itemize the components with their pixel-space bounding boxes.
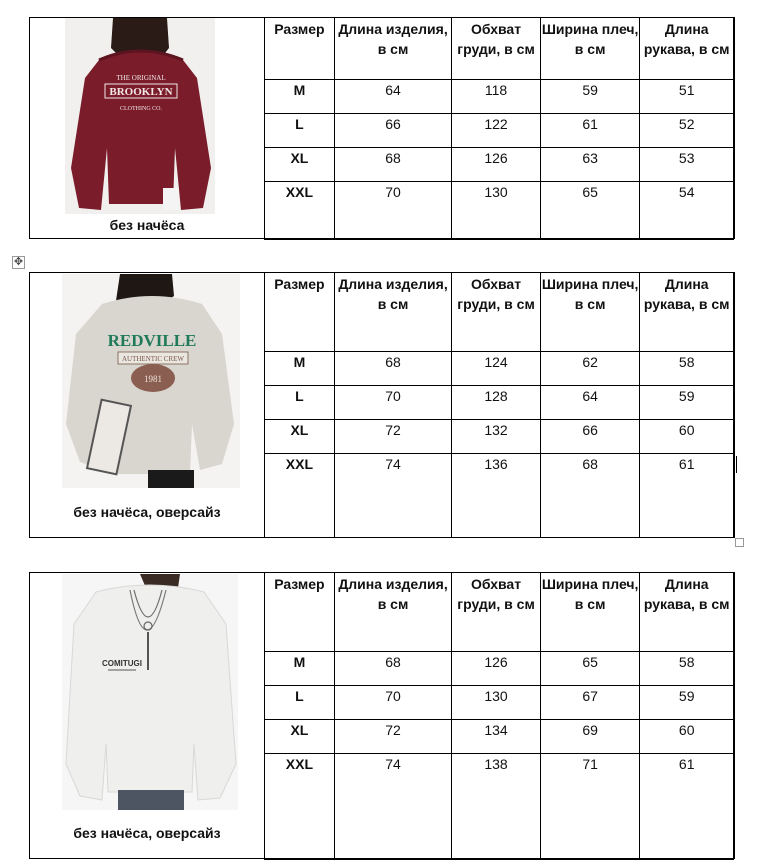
size-table-3 [264, 572, 734, 860]
length-cell: 66 [334, 114, 451, 148]
print-line-3: CLOTHING CO. [120, 106, 162, 112]
size-cell: M [265, 352, 335, 386]
chest-cell: 126 [452, 652, 541, 686]
header-sleeve: Длина рукава, в см [640, 18, 734, 80]
sleeve-cell: 60 [640, 420, 734, 454]
product-caption-1: без начёса [109, 217, 185, 233]
table-row [265, 720, 734, 754]
table-row [265, 182, 734, 240]
header-shoulders: Ширина плеч, в см [540, 573, 640, 652]
shoulders-cell: 59 [540, 80, 640, 114]
length-cell: 68 [334, 148, 451, 182]
size-cell: L [265, 386, 335, 420]
shoulders-cell: 64 [540, 386, 640, 420]
size-cell: M [265, 80, 335, 114]
chest-cell: 130 [452, 182, 541, 240]
shoulders-cell: 65 [540, 182, 640, 240]
length-cell: 74 [334, 754, 451, 860]
size-cell: XL [265, 720, 335, 754]
header-length: Длина изделия, в см [334, 273, 451, 352]
header-chest: Обхват груди, в см [452, 573, 541, 652]
sleeve-cell: 60 [640, 720, 734, 754]
table-row [265, 454, 734, 538]
product-caption-3: без начёса, оверсайз [73, 825, 221, 841]
chest-cell: 132 [452, 420, 541, 454]
product-photo-white-oversize-sweatshirt [62, 574, 238, 810]
sleeve-cell: 53 [640, 148, 734, 182]
table-row [265, 386, 734, 420]
header-shoulders: Ширина плеч, в см [540, 18, 640, 80]
size-cell: L [265, 686, 335, 720]
shoulders-cell: 66 [540, 420, 640, 454]
chest-cell: 136 [452, 454, 541, 538]
table-row [265, 114, 734, 148]
shoulders-cell: 62 [540, 352, 640, 386]
print-line-1: THE ORIGINAL [116, 74, 166, 82]
table-row [265, 652, 734, 686]
header-shoulders: Ширина плеч, в см [540, 273, 640, 352]
header-chest: Обхват груди, в см [452, 18, 541, 80]
table-row [265, 148, 734, 182]
table-row [265, 80, 734, 114]
chest-cell: 126 [452, 148, 541, 182]
header-size: Размер [265, 273, 335, 352]
length-cell: 72 [334, 720, 451, 754]
print-line-3: 1981 [144, 374, 162, 384]
size-cell: XXL [265, 454, 335, 538]
size-cell: L [265, 114, 335, 148]
shoulders-cell: 61 [540, 114, 640, 148]
header-sleeve: Длина рукава, в см [640, 273, 734, 352]
sleeve-cell: 58 [640, 352, 734, 386]
sleeve-cell: 59 [640, 386, 734, 420]
header-length: Длина изделия, в см [334, 18, 451, 80]
size-cell: XXL [265, 754, 335, 860]
length-cell: 64 [334, 80, 451, 114]
size-cell: XL [265, 420, 335, 454]
shoulders-cell: 69 [540, 720, 640, 754]
shoulders-cell: 63 [540, 148, 640, 182]
product-photo-burgundy-sweatshirt [65, 18, 215, 214]
product-block-2 [29, 272, 735, 538]
resize-handle-icon[interactable] [735, 538, 744, 547]
sleeve-cell: 59 [640, 686, 734, 720]
chest-cell: 138 [452, 754, 541, 860]
chest-cell: 122 [452, 114, 541, 148]
product-block-3 [29, 572, 735, 859]
chest-cell: 124 [452, 352, 541, 386]
table-row [265, 754, 734, 860]
size-cell: M [265, 652, 335, 686]
sleeve-cell: 54 [640, 182, 734, 240]
sleeve-cell: 58 [640, 652, 734, 686]
text-cursor [736, 456, 737, 473]
length-cell: 70 [334, 686, 451, 720]
length-cell: 70 [334, 182, 451, 240]
length-cell: 68 [334, 652, 451, 686]
print-line-1: REDVILLE [107, 331, 197, 350]
product-caption-2: без начёса, оверсайз [73, 504, 221, 520]
shoulders-cell: 65 [540, 652, 640, 686]
shoulders-cell: 71 [540, 754, 640, 860]
sleeve-cell: 61 [640, 754, 734, 860]
move-arrows-icon[interactable]: ✥ [13, 256, 24, 268]
header-size: Размер [265, 573, 335, 652]
sleeve-cell: 52 [640, 114, 734, 148]
header-size: Размер [265, 18, 335, 80]
shoulders-cell: 67 [540, 686, 640, 720]
header-chest: Обхват груди, в см [452, 273, 541, 352]
length-cell: 70 [334, 386, 451, 420]
print-line-2: BROOKLYN [109, 86, 173, 98]
size-cell: XL [265, 148, 335, 182]
chest-cell: 118 [452, 80, 541, 114]
table-row [265, 686, 734, 720]
size-cell: XXL [265, 182, 335, 240]
size-table-1 [264, 17, 734, 240]
chest-cell: 134 [452, 720, 541, 754]
size-table-2 [264, 272, 734, 538]
table-row [265, 420, 734, 454]
chest-cell: 128 [452, 386, 541, 420]
product-photo-grey-oversize-sweatshirt [62, 274, 240, 488]
header-length: Длина изделия, в см [334, 573, 451, 652]
length-cell: 74 [334, 454, 451, 538]
shoulders-cell: 68 [540, 454, 640, 538]
product-block-1 [29, 17, 735, 239]
print-line-1: COMITUGI [102, 659, 142, 668]
length-cell: 72 [334, 420, 451, 454]
print-line-2: AUTHENTIC CREW [121, 355, 185, 363]
sleeve-cell: 51 [640, 80, 734, 114]
table-row [265, 352, 734, 386]
header-sleeve: Длина рукава, в см [640, 573, 734, 652]
chest-cell: 130 [452, 686, 541, 720]
length-cell: 68 [334, 352, 451, 386]
sleeve-cell: 61 [640, 454, 734, 538]
